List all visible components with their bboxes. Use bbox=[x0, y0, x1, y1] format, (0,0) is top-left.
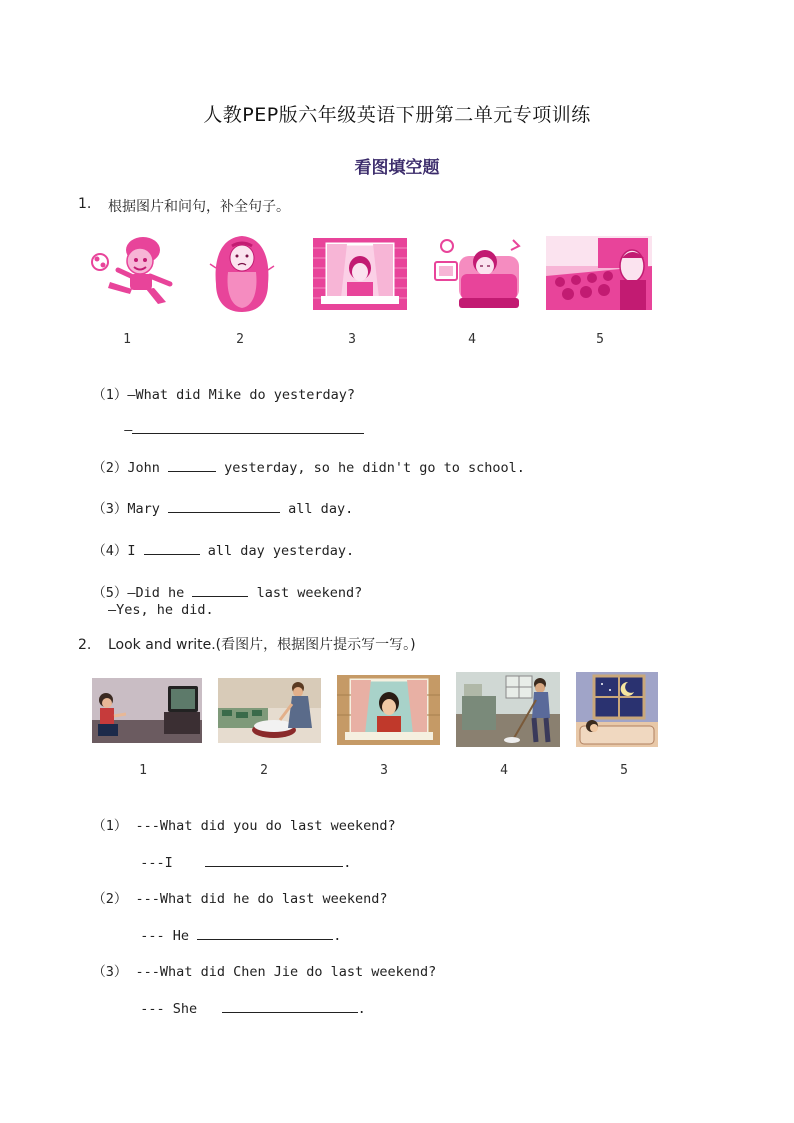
q1-item-4-number: （4） bbox=[92, 543, 128, 559]
q1-item-5-number: （5） bbox=[92, 585, 128, 601]
q1-item-5-blank[interactable] bbox=[192, 582, 248, 597]
q2-item-2-number: （2） bbox=[92, 891, 128, 907]
q2-item-1-answer: ---I . bbox=[124, 836, 351, 871]
q1-item-4-blank[interactable] bbox=[144, 540, 200, 555]
q1-item-4 bbox=[76, 523, 354, 559]
q1-item-2-blank[interactable] bbox=[168, 457, 216, 472]
q1-item-1 bbox=[76, 367, 355, 403]
q2-item-3-answer-blank[interactable] bbox=[222, 998, 358, 1013]
q1-picture-number-2: 2 bbox=[236, 332, 244, 347]
boy-watching-tv-icon bbox=[92, 678, 202, 743]
q2-item-2-question: ---What did he do last weekend? bbox=[135, 891, 388, 907]
q2-picture-number-5: 5 bbox=[620, 763, 628, 778]
q2-picture-number-3: 3 bbox=[380, 763, 388, 778]
q2-item-1-number: （1） bbox=[92, 818, 128, 834]
q2-item-3 bbox=[76, 944, 436, 980]
q1-picture-number-4: 4 bbox=[468, 332, 476, 347]
girl-at-window-icon bbox=[337, 675, 440, 745]
q2-picture-number-1: 1 bbox=[139, 763, 147, 778]
night-bedroom-icon bbox=[576, 672, 658, 747]
cinema-audience-icon bbox=[546, 236, 652, 310]
q1-item-3-number: （3） bbox=[92, 501, 128, 517]
q1-item-5-text-end: last weekend? bbox=[248, 585, 363, 601]
q1-item-5 bbox=[76, 565, 362, 601]
q1-item-3-text-end: all day. bbox=[280, 501, 354, 517]
girl-at-window-icon bbox=[313, 238, 407, 310]
q1-item-4-text-end: all day yesterday. bbox=[199, 543, 355, 559]
q1-item-2 bbox=[76, 440, 525, 476]
man-cleaning-room-icon bbox=[456, 672, 560, 747]
sleeping-child-icon bbox=[433, 236, 525, 312]
q2-item-2 bbox=[76, 871, 388, 907]
q2-item-3-answer-start: --- She bbox=[140, 1001, 198, 1017]
q1-item-2-text-start: John bbox=[127, 460, 169, 476]
q1-item-5-text-start: —Did he bbox=[127, 585, 193, 601]
q1-item-3-blank[interactable] bbox=[168, 498, 280, 513]
q1-picture-number-3: 3 bbox=[348, 332, 356, 347]
q2-item-3-question: ---What did Chen Jie do last weekend? bbox=[135, 964, 437, 980]
q2-item-2-answer-start: --- He bbox=[140, 928, 190, 944]
boy-playing-football-icon bbox=[88, 234, 180, 310]
page-subtitle: 看图填空题 bbox=[354, 158, 440, 178]
sick-girl-in-blanket-icon bbox=[206, 234, 278, 314]
q2-item-2-answer-blank[interactable] bbox=[197, 925, 333, 940]
question-1-number: 1. bbox=[78, 196, 92, 212]
question-1-instruction: 根据图片和问句，补全句子。 bbox=[108, 199, 290, 215]
q2-item-3-answer: --- She . bbox=[124, 982, 366, 1017]
q2-item-1-answer-blank[interactable] bbox=[205, 852, 343, 867]
q2-picture-number-4: 4 bbox=[500, 763, 508, 778]
q1-item-4-text-start: I bbox=[127, 543, 144, 559]
q1-item-5-answer: —Yes, he did. bbox=[108, 602, 214, 618]
man-washing-clothes-icon bbox=[218, 678, 321, 743]
q1-item-1-answer-dash: — bbox=[124, 422, 133, 438]
q2-picture-number-2: 2 bbox=[260, 763, 268, 778]
q1-item-1-question: —What did Mike do yesterday? bbox=[127, 387, 355, 403]
q2-item-1-question: ---What did you do last weekend? bbox=[135, 818, 396, 834]
q1-picture-number-5: 5 bbox=[596, 332, 604, 347]
q2-item-1 bbox=[76, 798, 396, 834]
q1-item-3 bbox=[76, 481, 353, 517]
question-2-instruction: Look and write.(看图片，根据图片提示写一写。) bbox=[108, 637, 416, 653]
q1-item-1-number: （1） bbox=[92, 387, 128, 403]
q1-item-1-answer-blank[interactable] bbox=[132, 419, 364, 434]
q2-item-2-answer: --- He . bbox=[124, 909, 341, 944]
question-2-number: 2. bbox=[78, 637, 92, 653]
q1-item-2-text-end: yesterday, so he didn't go to school. bbox=[216, 460, 525, 476]
page-title: 人教PEP版六年级英语下册第二单元专项训练 bbox=[203, 104, 591, 126]
q1-item-1-answer bbox=[108, 403, 364, 438]
q2-item-1-answer-start: ---I bbox=[140, 855, 173, 871]
q2-item-3-number: （3） bbox=[92, 964, 128, 980]
q1-item-2-number: （2） bbox=[92, 460, 128, 476]
q1-picture-number-1: 1 bbox=[123, 332, 131, 347]
q1-item-3-text-start: Mary bbox=[127, 501, 169, 517]
